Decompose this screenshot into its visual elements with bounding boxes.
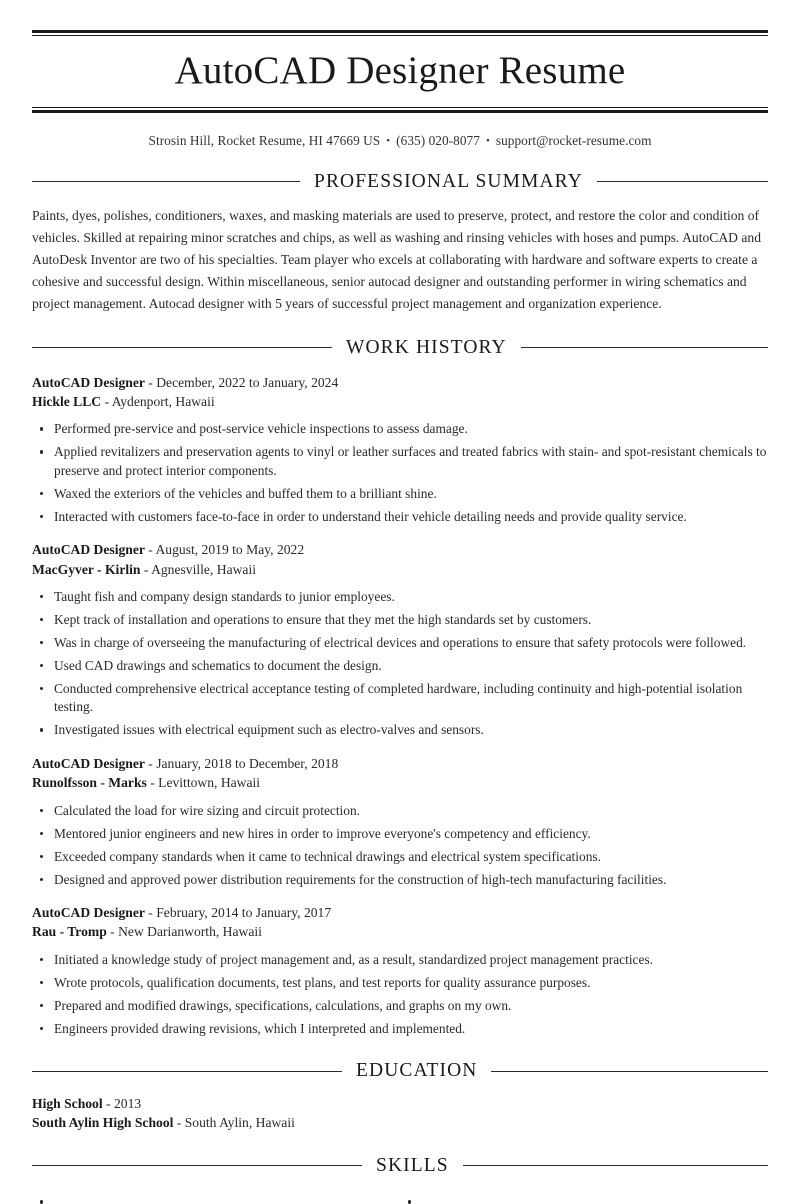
job-bullet-list [32,588,768,740]
list-item: Wrote protocols, qualification documents, test plans, and test reports for quality assurance purposes. [32,974,768,993]
job-company: Hickle LLC [32,394,102,410]
job-title-line [32,373,768,392]
separator-dash: - [144,905,157,921]
section-header-education [32,1060,768,1082]
section-header-summary [32,171,768,193]
job-company: Runolfsson - Marks [32,775,147,791]
list-item: Taught fish and company design standards to junior employees. [32,588,768,607]
list-item: Prepared and modified drawings, specifications, calculations, and graphs on my own. [32,997,768,1016]
job-location: Agnesville, Hawaii [151,561,257,577]
job-company-line [32,560,768,579]
job-entry [32,754,768,889]
list-item: Exceeded company standards when it came to technical drawings and electrical system specifications. [32,848,768,867]
job-entry [32,540,768,740]
divider-rule-right [463,1165,768,1166]
education-year: 2013 [113,1096,142,1112]
divider-rule-right [521,347,768,348]
list-item: Mentored junior engineers and new hires in order to improve everyone's competency and efficiency. [32,825,768,844]
divider-rule-left [32,1165,362,1166]
job-title-line [32,540,768,559]
section-header-skills [32,1155,768,1177]
separator-dash: - [173,1115,185,1131]
divider-rule-left [32,1071,342,1072]
job-bullet-list [32,802,768,890]
section-header-work-history [32,337,768,359]
job-bullet-list [32,951,768,1039]
job-company: Rau - Tromp [32,924,107,940]
list-item: Conducted comprehensive electrical acceptance testing of completed hardware, including continuity and high-potential isolation testing. [32,680,768,717]
list-item: Calculated the load for wire sizing and circuit protection. [32,802,768,821]
separator-dash: - [140,561,152,577]
skills-grid [32,1189,768,1194]
contact-separator-2: • [485,134,490,147]
skills-column-right [400,1189,768,1194]
separator-dash: - [101,394,112,410]
list-item: Waxed the exteriors of the vehicles and buffed them to a brilliant shine. [32,485,768,504]
resume-header [32,30,768,113]
list-item: Designed and approved power distribution requirements for the construction of high-tech manufacturing facilities. [32,871,768,890]
education-location: South Aylin, Hawaii [184,1115,295,1131]
job-company-line [32,392,768,411]
education-degree-line [32,1094,768,1113]
page-title: AutoCAD Designer Resume [174,49,626,92]
separator-dash: - [144,755,157,771]
list-item: Applied revitalizers and preservation agents to vinyl or leather surfaces and treated fabrics with stain- and spot-resistant chemicals to preserve and protect interior components. [32,443,768,480]
job-company: MacGyver - Kirlin [32,561,141,577]
section-title-skills: SKILLS [376,1154,449,1176]
list-item: Was in charge of overseeing the manufacturing of electrical devices and operations to ensure that safety protocols were followed. [32,634,768,653]
job-entry [32,903,768,1038]
education-entry [32,1094,768,1133]
education-school-line [32,1113,768,1132]
contact-separator-1: • [386,134,391,147]
list-item: Investigated issues with electrical equipment such as electro-valves and sensors. [32,721,768,740]
job-entry [32,373,768,527]
job-title: AutoCAD Designer [32,905,145,921]
job-location: Aydenport, Hawaii [111,394,215,410]
job-title-line [32,754,768,773]
job-dates: August, 2019 to May, 2022 [155,542,305,558]
education-degree: High School [32,1096,103,1112]
section-title-summary: PROFESSIONAL SUMMARY [314,170,583,192]
resume-page [0,30,800,1176]
list-item: Engineers provided drawing revisions, which I interpreted and implemented. [32,1020,768,1039]
separator-dash: - [144,542,156,558]
divider-rule-left [32,181,300,182]
job-location: New Darianworth, Hawaii [118,924,262,940]
contact-address: Strosin Hill, Rocket Resume, HI 47669 US [148,132,381,148]
summary-text: Paints, dyes, polishes, conditioners, waxes, and masking materials are used to preserve, protect, and restore the color and condition of vehicles. Skilled at repairing minor scratches and chips, as well as washing and rinsing vehicles with hoses and pumps. AutoCAD and AutoDesk Inventor are two of his specialties. Team player who excels at collaborating with hardware and software experts to create a cohesive and successful design. Within miscellaneous, senior autocad designer and outstanding performer in wiring schematics and project management. Autocad designer with 5 years of successful project management and organization experience. [32,207,762,311]
section-title-work-history: WORK HISTORY [346,336,507,358]
separator-dash: - [102,1096,114,1112]
separator-dash: - [106,924,119,940]
contact-phone: (635) 020-8077 [396,132,480,148]
separator-dash: - [144,374,157,390]
divider-rule-left [32,347,332,348]
job-title: AutoCAD Designer [32,755,145,771]
job-title: AutoCAD Designer [32,374,145,390]
separator-dash: - [146,775,159,791]
list-item: Interacted with customers face-to-face in order to understand their vehicle detailing needs and provide quality service. [32,508,768,527]
job-bullet-list [32,420,768,526]
job-location: Levittown, Hawaii [158,775,261,791]
divider-rule-right [597,181,768,182]
job-title: AutoCAD Designer [32,542,145,558]
list-item: Used CAD drawings and schematics to document the design. [32,657,768,676]
job-dates: February, 2014 to January, 2017 [156,905,332,921]
job-dates: December, 2022 to January, 2024 [156,374,339,390]
section-title-education: EDUCATION [356,1060,478,1082]
list-item: Kept track of installation and operations to ensure that they met the high standards set by customers. [32,611,768,630]
skills-column-left [32,1189,400,1194]
list-item: Initiated a knowledge study of project management and, as a result, standardized project management practices. [32,951,768,970]
job-dates: January, 2018 to December, 2018 [156,755,339,771]
job-company-line [32,773,768,792]
education-school: South Aylin High School [32,1115,174,1131]
contact-email: support@rocket-resume.com [495,132,652,148]
list-item: Performed pre-service and post-service vehicle inspections to assess damage. [32,420,768,439]
divider-rule-right [491,1071,768,1072]
contact-line [32,133,768,149]
job-company-line [32,922,768,941]
job-title-line [32,903,768,922]
